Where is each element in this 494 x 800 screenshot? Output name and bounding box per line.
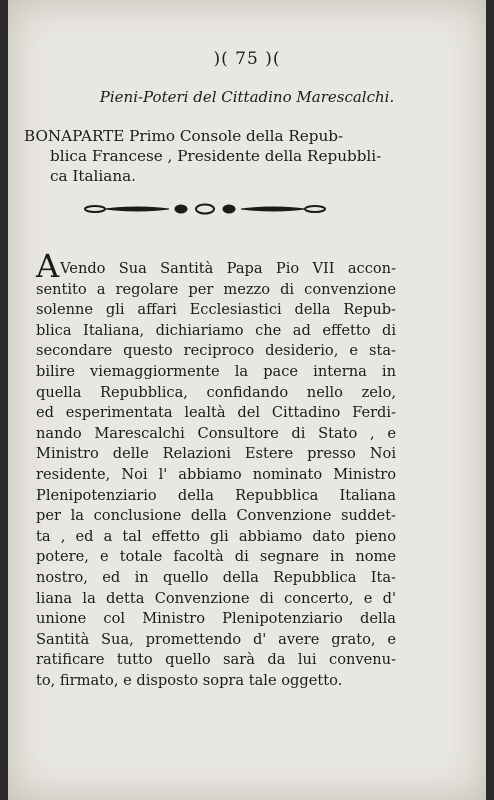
- body-line: Santità Sua, promettendo d' avere grato, e: [36, 630, 396, 648]
- body-line: liana la detta Convenzione di concerto, e d': [36, 589, 396, 607]
- body-line: per la conclusione della Convenzione suddet-: [36, 507, 396, 525]
- body-line: nostro, ed in quello della Repubblica Ita-: [36, 568, 396, 586]
- body-line: bilire viemaggiormente la pace interna in: [36, 362, 396, 380]
- body-line: [36, 247, 396, 285]
- body-line: Plenipotenziario della Repubblica Italiana: [36, 486, 396, 504]
- body-line: unione col Ministro Plenipotenziario della: [36, 610, 396, 628]
- body-line: residente, Noi l' abbiamo nominato Ministro: [36, 465, 396, 483]
- body-line: nando Marescalchi Consultore di Stato , e: [36, 424, 396, 442]
- heading-line: ca Italiana.: [50, 167, 136, 185]
- body-line: potere, e totale facoltà di segnare in nome: [36, 548, 396, 566]
- drop-cap: A: [36, 247, 60, 285]
- heading-line: BONAPARTE Primo Console della Repub-: [24, 127, 344, 145]
- typographic-rule-ornament-icon: [77, 198, 332, 220]
- body-line: secondare questo reciproco desiderio, e sta-: [36, 342, 396, 360]
- body-line: ratificare tutto quello sarà da lui convenu-: [36, 651, 396, 669]
- heading: [24, 126, 380, 186]
- body-line: blica Italiana, dichiariamo che ad effetto di: [36, 321, 396, 339]
- body-paragraph: [36, 247, 396, 691]
- heading-line: blica Francese , Presidente della Repubbli-: [50, 147, 382, 165]
- body-line-text: Vendo Sua Santità Papa Pio VII accon-: [60, 260, 396, 277]
- body-line: sentito a regolare per mezzo di convenzione: [36, 280, 396, 298]
- page-number: )( 75 )(: [213, 49, 281, 69]
- body-line: quella Repubblica, confidando nello zelo,: [36, 383, 396, 401]
- body-line: ta , ed a tal effetto gli abbiamo dato pieno: [36, 527, 396, 545]
- body-line: Ministro delle Relazioni Estere presso Noi: [36, 445, 396, 463]
- body-line: solenne gli affari Ecclesiastici della Repub-: [36, 301, 396, 319]
- body-line: to, firmato, e disposto sopra tale oggetto.: [36, 671, 343, 689]
- running-title: Pieni-Poteri del Cittadino Marescalchi.: [99, 88, 395, 106]
- body-line: ed esperimentata lealtà del Cittadino Ferdi-: [36, 404, 396, 422]
- document-page: [8, 0, 486, 800]
